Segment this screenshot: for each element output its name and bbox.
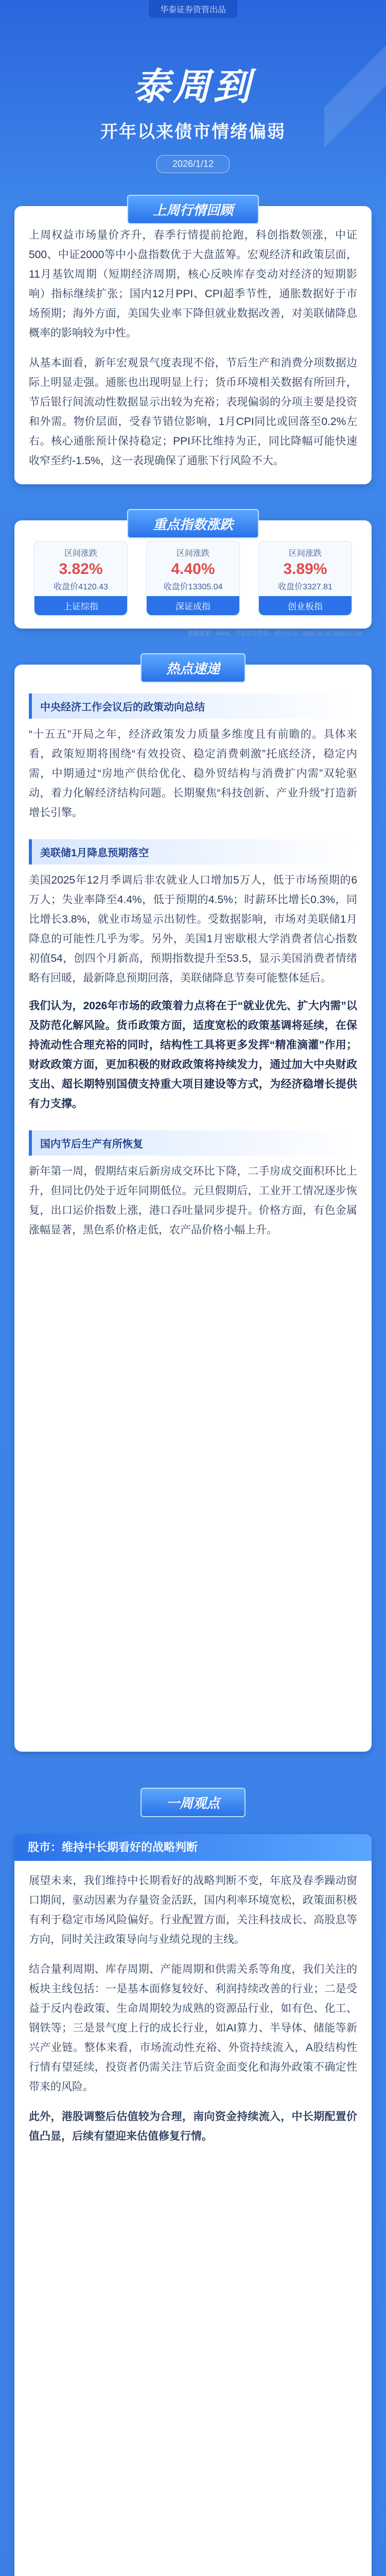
index-tile (34, 541, 128, 616)
index-change-label: 区间涨跌 (288, 549, 322, 558)
hero-date: 2026/1/12 (156, 155, 230, 173)
brand-tag: 华泰证券资管出品 (149, 0, 237, 18)
index-change-value: 3.82% (59, 561, 103, 578)
index-change-label: 区间涨跌 (64, 549, 97, 558)
hero-subtitle: 开年以来债市情绪偏弱 (100, 122, 286, 142)
review-paragraph-2: 从基本面看，新年宏观景气度表现不俗，节后生产和消费分项数据边际上明显走强。通胀也出现明显上行；货币环境相关数据有所回升，节后银行间流动性数据显示出较为充裕；表现偏弱的分项主要是投资和外需。物价层面，受春节错位影响，1月CPI同比或回落至0.2%左右。核心通胀预计保持稳定；PPI环比维持为正，同比降幅可能快速收窄至约-1.5%，这一表现确保了通胀下行风险不大。 (29, 357, 357, 467)
hot-topics-card (14, 661, 372, 1752)
indices-source: 数据来源：Wind，华泰证券资管，统计区间：2026.01.05-2026.01.09 (188, 631, 361, 637)
topic-highlight: 我们认为，2026年市场的政策着力点将在于“就业优先、扩大内需”以及防范化解风险。货币政策方面，适度宽松的政策基调将延续，在保持流动性合理充裕的同时，结构性工具将更多发挥“精准滴灌”作用；财政政策方面，更加积极的财政政策将持续发力，通过加大中央财政支出、超长期特别国债支持重大项目建设等方式，为经济稳增长提供有力支撑。 (29, 1000, 357, 1110)
topic-title: 中央经济工作会议后的政策动向总结 (29, 693, 357, 719)
stock-card (14, 1834, 372, 2576)
stock-paragraph-2: 结合量利周期、库存周期、产能周期和供需关系等角度，我们关注的板块主线包括：一是基本面修复较好、利润持续改善的行业；二是受益于反内卷政策、生命周期较为成熟的资源品行业，如有色、化工、钢铁等；三是景气度上行的成长行业，如AI算力、半导体、储能等新兴产业链。整体来看，市场流动性充裕、外资持续流入，A股结构性行情有望延续，投资者仍需关注节后资金面变化和海外政策不确定性带来的风险。 (29, 1963, 357, 2093)
index-close: 收盘价13305.04 (163, 583, 223, 591)
index-change-label: 区间涨跌 (176, 549, 209, 558)
index-close: 收盘价3327.81 (278, 583, 332, 591)
index-tile (146, 541, 240, 616)
stock-title: 股市：维持中长期看好的战略判断 (14, 1834, 372, 1861)
review-card (14, 202, 372, 484)
topic-body: 美国2025年12月季调后非农就业人口增加5万人，低于市场预期的6万人；失业率降至4.4%，低于预期的4.5%；时薪环比增长0.3%，同比增长3.8%，就业市场显示出韧性。受数据影响，市场对美联储1月降息的可能性几乎为零。另外，美国1月密歇根大学消费者信心指数初值54，创四个月新高，预期指数提升至53.5，显示美国消费者情绪略有回暖，最新降息预期回落，美联储降息节奏可能整体延后。 (29, 874, 357, 984)
topic-title: 国内节后生产有所恢复 (29, 1130, 357, 1156)
index-change-value: 4.40% (171, 561, 215, 578)
topic-body: “十五五”开局之年，经济政策发力质量多维度且有前瞻的。具体来看，政策短期将围绕“有效投资、稳定消费刺激”托底经济，稳定内需，中期通过“房地产供给优化、稳外贸结构与消费扩内需”双轮驱动，着力化解经济结构问题。长期聚焦“科技创新、产业升级”打造新增长引擎。 (29, 728, 357, 819)
section-tab-indices: 重点指数涨跌 (127, 509, 259, 538)
index-label-chinext: 创业板指 (259, 596, 352, 615)
section-tab-hot: 热点速递 (141, 653, 245, 683)
index-label-shenzhen: 深证成指 (147, 596, 239, 615)
topic-body: 新年第一周，假期结束后新房成交环比下降，二手房成交面积环比上升，但同比仍处于近年同期低位。元旦假期后，工业开工情况逐步恢复，出口运价指数上涨，港口吞吐量同步提升。价格方面，有色金属涨幅显著，黑色系价格走低，农产品价格小幅上升。 (29, 1165, 357, 1236)
hero-title: 泰周到 (132, 66, 253, 108)
index-tile (258, 541, 352, 616)
section-tab-review: 上周行情回顾 (127, 195, 259, 224)
stock-paragraph-3: 此外，港股调整后估值较为合理，南向资金持续流入，中长期配置价值凸显，后续有望迎来估值修复行情。 (29, 2111, 357, 2142)
index-close: 收盘价4120.43 (54, 583, 108, 591)
section-tab-view: 一周观点 (141, 1788, 245, 1817)
index-change-value: 3.89% (283, 561, 327, 578)
view-header (14, 1788, 372, 1811)
indices-card (14, 517, 372, 637)
index-label-shanghai: 上证综指 (34, 596, 127, 615)
topic-title: 美联储1月降息预期落空 (29, 839, 357, 865)
stock-paragraph-1: 展望未来，我们维持中长期看好的战略判断不变，年底及春季躁动窗口期间，驱动因素为存量资金活跃，国内利率环境宽松，政策面积极有利于稳定市场风险偏好。行业配置方面，关注科技成长、高股息等方向，同时关注政策导向与业绩兑现的主线。 (29, 1875, 357, 1945)
review-paragraph-1: 上周权益市场量价齐升，春季行情提前抢跑，科创指数领涨，中证500、中证2000等中小盘指数优于大盘蓝筹。宏观经济和政策层面，11月基钦周期（短期经济周期，核心反映库存变动对经济的短期影响）指标继续扩张；国内12月PPI、CPI超季节性，通胀数据好于市场预期；海外方面，美国失业率下降但就业数据改善，对美联储降息概率的影响较为中性。 (29, 229, 357, 339)
hero (0, 36, 386, 173)
